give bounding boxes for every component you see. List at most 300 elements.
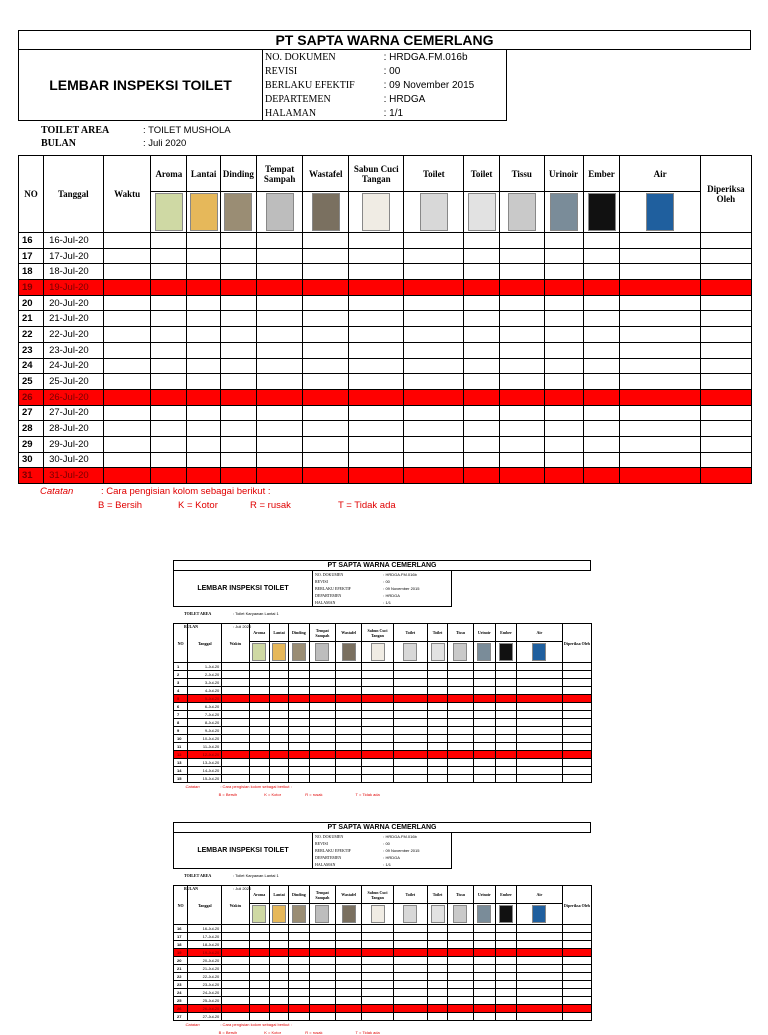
- entry-cell[interactable]: [404, 295, 464, 311]
- entry-cell[interactable]: [336, 695, 362, 703]
- entry-cell[interactable]: [464, 374, 500, 390]
- entry-cell[interactable]: [256, 374, 303, 390]
- entry-cell[interactable]: [448, 1005, 473, 1013]
- entry-cell[interactable]: [269, 973, 288, 981]
- entry-cell[interactable]: [562, 751, 591, 759]
- entry-cell[interactable]: [187, 468, 221, 484]
- entry-cell[interactable]: [220, 280, 256, 296]
- entry-cell[interactable]: [448, 981, 473, 989]
- entry-cell[interactable]: [303, 452, 349, 468]
- entry-cell[interactable]: [499, 295, 544, 311]
- entry-cell[interactable]: [249, 1013, 269, 1021]
- entry-cell[interactable]: [544, 389, 583, 405]
- entry-cell[interactable]: [393, 941, 427, 949]
- entry-cell[interactable]: [516, 997, 562, 1005]
- entry-cell[interactable]: [256, 389, 303, 405]
- entry-cell[interactable]: [309, 981, 336, 989]
- entry-cell[interactable]: [448, 933, 473, 941]
- entry-cell[interactable]: [700, 421, 751, 437]
- entry-cell[interactable]: [222, 767, 249, 775]
- entry-cell[interactable]: [349, 358, 404, 374]
- entry-cell[interactable]: [393, 957, 427, 965]
- entry-cell[interactable]: [256, 342, 303, 358]
- entry-cell[interactable]: [187, 295, 221, 311]
- entry-cell[interactable]: [516, 1005, 562, 1013]
- entry-cell[interactable]: [427, 775, 447, 783]
- entry-cell[interactable]: [516, 759, 562, 767]
- entry-cell[interactable]: [620, 280, 700, 296]
- entry-cell[interactable]: [222, 973, 249, 981]
- entry-cell[interactable]: [620, 374, 700, 390]
- entry-cell[interactable]: [249, 663, 269, 671]
- entry-cell[interactable]: [249, 671, 269, 679]
- entry-cell[interactable]: [499, 374, 544, 390]
- entry-cell[interactable]: [562, 711, 591, 719]
- entry-cell[interactable]: [362, 703, 394, 711]
- entry-cell[interactable]: [393, 711, 427, 719]
- entry-cell[interactable]: [303, 468, 349, 484]
- entry-cell[interactable]: [448, 735, 473, 743]
- entry-cell[interactable]: [362, 775, 394, 783]
- entry-cell[interactable]: [427, 1005, 447, 1013]
- entry-cell[interactable]: [473, 671, 495, 679]
- entry-cell[interactable]: [256, 358, 303, 374]
- entry-cell[interactable]: [222, 1013, 249, 1021]
- entry-cell[interactable]: [448, 759, 473, 767]
- entry-cell[interactable]: [269, 949, 288, 957]
- entry-cell[interactable]: [349, 311, 404, 327]
- entry-cell[interactable]: [700, 327, 751, 343]
- entry-cell[interactable]: [362, 957, 394, 965]
- entry-cell[interactable]: [516, 711, 562, 719]
- entry-cell[interactable]: [448, 703, 473, 711]
- entry-cell[interactable]: [544, 468, 583, 484]
- entry-cell[interactable]: [700, 248, 751, 264]
- entry-cell[interactable]: [362, 735, 394, 743]
- entry-cell[interactable]: [393, 743, 427, 751]
- entry-cell[interactable]: [151, 421, 187, 437]
- entry-cell[interactable]: [349, 248, 404, 264]
- entry-cell[interactable]: [473, 727, 495, 735]
- entry-cell[interactable]: [464, 280, 500, 296]
- entry-cell[interactable]: [222, 663, 249, 671]
- entry-cell[interactable]: [473, 711, 495, 719]
- entry-cell[interactable]: [562, 703, 591, 711]
- entry-cell[interactable]: [495, 957, 516, 965]
- entry-cell[interactable]: [289, 973, 309, 981]
- entry-cell[interactable]: [303, 405, 349, 421]
- entry-cell[interactable]: [269, 751, 288, 759]
- entry-cell[interactable]: [362, 759, 394, 767]
- entry-cell[interactable]: [393, 1013, 427, 1021]
- entry-cell[interactable]: [187, 264, 221, 280]
- entry-cell[interactable]: [448, 957, 473, 965]
- entry-cell[interactable]: [220, 468, 256, 484]
- entry-cell[interactable]: [349, 233, 404, 249]
- entry-cell[interactable]: [393, 695, 427, 703]
- entry-cell[interactable]: [220, 389, 256, 405]
- entry-cell[interactable]: [583, 295, 620, 311]
- entry-cell[interactable]: [362, 1005, 394, 1013]
- entry-cell[interactable]: [187, 374, 221, 390]
- entry-cell[interactable]: [620, 358, 700, 374]
- entry-cell[interactable]: [309, 957, 336, 965]
- entry-cell[interactable]: [269, 767, 288, 775]
- entry-cell[interactable]: [495, 965, 516, 973]
- entry-cell[interactable]: [393, 775, 427, 783]
- entry-cell[interactable]: [448, 679, 473, 687]
- entry-cell[interactable]: [495, 687, 516, 695]
- entry-cell[interactable]: [362, 687, 394, 695]
- entry-cell[interactable]: [349, 327, 404, 343]
- entry-cell[interactable]: [309, 703, 336, 711]
- entry-cell[interactable]: [249, 957, 269, 965]
- entry-cell[interactable]: [473, 949, 495, 957]
- entry-cell[interactable]: [448, 743, 473, 751]
- entry-cell[interactable]: [499, 311, 544, 327]
- entry-cell[interactable]: [544, 327, 583, 343]
- entry-cell[interactable]: [464, 342, 500, 358]
- entry-cell[interactable]: [220, 233, 256, 249]
- entry-cell[interactable]: [499, 280, 544, 296]
- entry-cell[interactable]: [309, 965, 336, 973]
- entry-cell[interactable]: [151, 233, 187, 249]
- entry-cell[interactable]: [336, 767, 362, 775]
- entry-cell[interactable]: [222, 751, 249, 759]
- entry-cell[interactable]: [473, 759, 495, 767]
- entry-cell[interactable]: [516, 695, 562, 703]
- entry-cell[interactable]: [220, 342, 256, 358]
- entry-cell[interactable]: [269, 719, 288, 727]
- entry-cell[interactable]: [473, 735, 495, 743]
- entry-cell[interactable]: [303, 374, 349, 390]
- entry-cell[interactable]: [473, 989, 495, 997]
- entry-cell[interactable]: [516, 933, 562, 941]
- entry-cell[interactable]: [464, 405, 500, 421]
- entry-cell[interactable]: [473, 965, 495, 973]
- entry-cell[interactable]: [448, 941, 473, 949]
- entry-cell[interactable]: [473, 687, 495, 695]
- entry-cell[interactable]: [544, 452, 583, 468]
- entry-cell[interactable]: [495, 671, 516, 679]
- entry-cell[interactable]: [222, 695, 249, 703]
- entry-cell[interactable]: [269, 997, 288, 1005]
- entry-cell[interactable]: [220, 264, 256, 280]
- entry-cell[interactable]: [336, 957, 362, 965]
- entry-cell[interactable]: [269, 711, 288, 719]
- entry-cell[interactable]: [516, 663, 562, 671]
- entry-cell[interactable]: [362, 663, 394, 671]
- entry-cell[interactable]: [562, 695, 591, 703]
- entry-cell[interactable]: [256, 452, 303, 468]
- entry-cell[interactable]: [393, 767, 427, 775]
- entry-cell[interactable]: [336, 997, 362, 1005]
- entry-cell[interactable]: [103, 358, 151, 374]
- entry-cell[interactable]: [222, 703, 249, 711]
- entry-cell[interactable]: [222, 981, 249, 989]
- entry-cell[interactable]: [187, 280, 221, 296]
- entry-cell[interactable]: [256, 468, 303, 484]
- entry-cell[interactable]: [544, 436, 583, 452]
- entry-cell[interactable]: [309, 679, 336, 687]
- entry-cell[interactable]: [256, 280, 303, 296]
- entry-cell[interactable]: [249, 711, 269, 719]
- entry-cell[interactable]: [289, 671, 309, 679]
- entry-cell[interactable]: [289, 663, 309, 671]
- entry-cell[interactable]: [700, 468, 751, 484]
- entry-cell[interactable]: [448, 775, 473, 783]
- entry-cell[interactable]: [249, 973, 269, 981]
- entry-cell[interactable]: [464, 452, 500, 468]
- entry-cell[interactable]: [427, 743, 447, 751]
- entry-cell[interactable]: [393, 735, 427, 743]
- entry-cell[interactable]: [309, 727, 336, 735]
- entry-cell[interactable]: [700, 342, 751, 358]
- entry-cell[interactable]: [220, 374, 256, 390]
- entry-cell[interactable]: [516, 719, 562, 727]
- entry-cell[interactable]: [495, 679, 516, 687]
- entry-cell[interactable]: [499, 342, 544, 358]
- entry-cell[interactable]: [700, 264, 751, 280]
- entry-cell[interactable]: [583, 264, 620, 280]
- entry-cell[interactable]: [448, 925, 473, 933]
- entry-cell[interactable]: [448, 671, 473, 679]
- entry-cell[interactable]: [256, 436, 303, 452]
- entry-cell[interactable]: [269, 727, 288, 735]
- entry-cell[interactable]: [362, 727, 394, 735]
- entry-cell[interactable]: [562, 679, 591, 687]
- entry-cell[interactable]: [700, 374, 751, 390]
- entry-cell[interactable]: [583, 389, 620, 405]
- entry-cell[interactable]: [362, 679, 394, 687]
- entry-cell[interactable]: [303, 342, 349, 358]
- entry-cell[interactable]: [349, 342, 404, 358]
- entry-cell[interactable]: [393, 727, 427, 735]
- entry-cell[interactable]: [464, 436, 500, 452]
- entry-cell[interactable]: [269, 759, 288, 767]
- entry-cell[interactable]: [516, 727, 562, 735]
- entry-cell[interactable]: [289, 775, 309, 783]
- entry-cell[interactable]: [393, 703, 427, 711]
- entry-cell[interactable]: [103, 233, 151, 249]
- entry-cell[interactable]: [256, 405, 303, 421]
- entry-cell[interactable]: [495, 941, 516, 949]
- entry-cell[interactable]: [222, 687, 249, 695]
- entry-cell[interactable]: [303, 421, 349, 437]
- entry-cell[interactable]: [336, 775, 362, 783]
- entry-cell[interactable]: [544, 233, 583, 249]
- entry-cell[interactable]: [516, 767, 562, 775]
- entry-cell[interactable]: [499, 264, 544, 280]
- entry-cell[interactable]: [499, 389, 544, 405]
- entry-cell[interactable]: [700, 311, 751, 327]
- entry-cell[interactable]: [362, 973, 394, 981]
- entry-cell[interactable]: [700, 452, 751, 468]
- entry-cell[interactable]: [473, 775, 495, 783]
- entry-cell[interactable]: [362, 997, 394, 1005]
- entry-cell[interactable]: [269, 735, 288, 743]
- entry-cell[interactable]: [427, 973, 447, 981]
- entry-cell[interactable]: [303, 327, 349, 343]
- entry-cell[interactable]: [336, 743, 362, 751]
- entry-cell[interactable]: [151, 405, 187, 421]
- entry-cell[interactable]: [269, 687, 288, 695]
- entry-cell[interactable]: [473, 719, 495, 727]
- entry-cell[interactable]: [289, 767, 309, 775]
- entry-cell[interactable]: [544, 374, 583, 390]
- entry-cell[interactable]: [544, 264, 583, 280]
- entry-cell[interactable]: [187, 311, 221, 327]
- entry-cell[interactable]: [448, 1013, 473, 1021]
- entry-cell[interactable]: [393, 687, 427, 695]
- entry-cell[interactable]: [404, 358, 464, 374]
- entry-cell[interactable]: [103, 295, 151, 311]
- entry-cell[interactable]: [256, 327, 303, 343]
- entry-cell[interactable]: [499, 436, 544, 452]
- entry-cell[interactable]: [516, 973, 562, 981]
- entry-cell[interactable]: [562, 719, 591, 727]
- entry-cell[interactable]: [620, 342, 700, 358]
- entry-cell[interactable]: [249, 703, 269, 711]
- entry-cell[interactable]: [151, 389, 187, 405]
- entry-cell[interactable]: [495, 933, 516, 941]
- entry-cell[interactable]: [336, 989, 362, 997]
- entry-cell[interactable]: [362, 941, 394, 949]
- entry-cell[interactable]: [336, 925, 362, 933]
- entry-cell[interactable]: [427, 751, 447, 759]
- entry-cell[interactable]: [249, 997, 269, 1005]
- entry-cell[interactable]: [222, 933, 249, 941]
- entry-cell[interactable]: [562, 687, 591, 695]
- entry-cell[interactable]: [249, 933, 269, 941]
- entry-cell[interactable]: [393, 989, 427, 997]
- entry-cell[interactable]: [495, 719, 516, 727]
- entry-cell[interactable]: [289, 727, 309, 735]
- entry-cell[interactable]: [495, 759, 516, 767]
- entry-cell[interactable]: [220, 436, 256, 452]
- entry-cell[interactable]: [464, 264, 500, 280]
- entry-cell[interactable]: [495, 735, 516, 743]
- entry-cell[interactable]: [222, 711, 249, 719]
- entry-cell[interactable]: [562, 775, 591, 783]
- entry-cell[interactable]: [448, 695, 473, 703]
- entry-cell[interactable]: [151, 264, 187, 280]
- entry-cell[interactable]: [309, 695, 336, 703]
- entry-cell[interactable]: [448, 751, 473, 759]
- entry-cell[interactable]: [222, 1005, 249, 1013]
- entry-cell[interactable]: [516, 679, 562, 687]
- entry-cell[interactable]: [103, 342, 151, 358]
- entry-cell[interactable]: [427, 687, 447, 695]
- entry-cell[interactable]: [151, 327, 187, 343]
- entry-cell[interactable]: [700, 358, 751, 374]
- entry-cell[interactable]: [269, 775, 288, 783]
- entry-cell[interactable]: [103, 280, 151, 296]
- entry-cell[interactable]: [473, 679, 495, 687]
- entry-cell[interactable]: [249, 1005, 269, 1013]
- entry-cell[interactable]: [269, 703, 288, 711]
- entry-cell[interactable]: [700, 280, 751, 296]
- entry-cell[interactable]: [220, 248, 256, 264]
- entry-cell[interactable]: [349, 374, 404, 390]
- entry-cell[interactable]: [187, 233, 221, 249]
- entry-cell[interactable]: [336, 735, 362, 743]
- entry-cell[interactable]: [362, 1013, 394, 1021]
- entry-cell[interactable]: [220, 452, 256, 468]
- entry-cell[interactable]: [151, 295, 187, 311]
- entry-cell[interactable]: [448, 949, 473, 957]
- entry-cell[interactable]: [220, 311, 256, 327]
- entry-cell[interactable]: [289, 759, 309, 767]
- entry-cell[interactable]: [393, 719, 427, 727]
- entry-cell[interactable]: [151, 311, 187, 327]
- entry-cell[interactable]: [393, 759, 427, 767]
- entry-cell[interactable]: [620, 327, 700, 343]
- entry-cell[interactable]: [289, 957, 309, 965]
- entry-cell[interactable]: [464, 295, 500, 311]
- entry-cell[interactable]: [448, 965, 473, 973]
- entry-cell[interactable]: [269, 743, 288, 751]
- entry-cell[interactable]: [700, 436, 751, 452]
- entry-cell[interactable]: [464, 468, 500, 484]
- entry-cell[interactable]: [473, 1013, 495, 1021]
- entry-cell[interactable]: [544, 280, 583, 296]
- entry-cell[interactable]: [473, 941, 495, 949]
- entry-cell[interactable]: [289, 703, 309, 711]
- entry-cell[interactable]: [495, 775, 516, 783]
- entry-cell[interactable]: [495, 743, 516, 751]
- entry-cell[interactable]: [151, 248, 187, 264]
- entry-cell[interactable]: [349, 421, 404, 437]
- entry-cell[interactable]: [583, 374, 620, 390]
- entry-cell[interactable]: [583, 327, 620, 343]
- entry-cell[interactable]: [249, 695, 269, 703]
- entry-cell[interactable]: [289, 743, 309, 751]
- entry-cell[interactable]: [269, 957, 288, 965]
- entry-cell[interactable]: [562, 965, 591, 973]
- entry-cell[interactable]: [220, 405, 256, 421]
- entry-cell[interactable]: [222, 965, 249, 973]
- entry-cell[interactable]: [103, 248, 151, 264]
- entry-cell[interactable]: [222, 727, 249, 735]
- entry-cell[interactable]: [562, 997, 591, 1005]
- entry-cell[interactable]: [220, 327, 256, 343]
- entry-cell[interactable]: [393, 679, 427, 687]
- entry-cell[interactable]: [222, 941, 249, 949]
- entry-cell[interactable]: [289, 695, 309, 703]
- entry-cell[interactable]: [349, 452, 404, 468]
- entry-cell[interactable]: [448, 711, 473, 719]
- entry-cell[interactable]: [309, 973, 336, 981]
- entry-cell[interactable]: [495, 703, 516, 711]
- entry-cell[interactable]: [289, 687, 309, 695]
- entry-cell[interactable]: [222, 949, 249, 957]
- entry-cell[interactable]: [303, 389, 349, 405]
- entry-cell[interactable]: [269, 663, 288, 671]
- entry-cell[interactable]: [289, 949, 309, 957]
- entry-cell[interactable]: [256, 295, 303, 311]
- entry-cell[interactable]: [336, 663, 362, 671]
- entry-cell[interactable]: [499, 452, 544, 468]
- entry-cell[interactable]: [309, 1013, 336, 1021]
- entry-cell[interactable]: [583, 342, 620, 358]
- entry-cell[interactable]: [562, 759, 591, 767]
- entry-cell[interactable]: [427, 671, 447, 679]
- entry-cell[interactable]: [269, 925, 288, 933]
- entry-cell[interactable]: [249, 767, 269, 775]
- entry-cell[interactable]: [404, 311, 464, 327]
- entry-cell[interactable]: [404, 468, 464, 484]
